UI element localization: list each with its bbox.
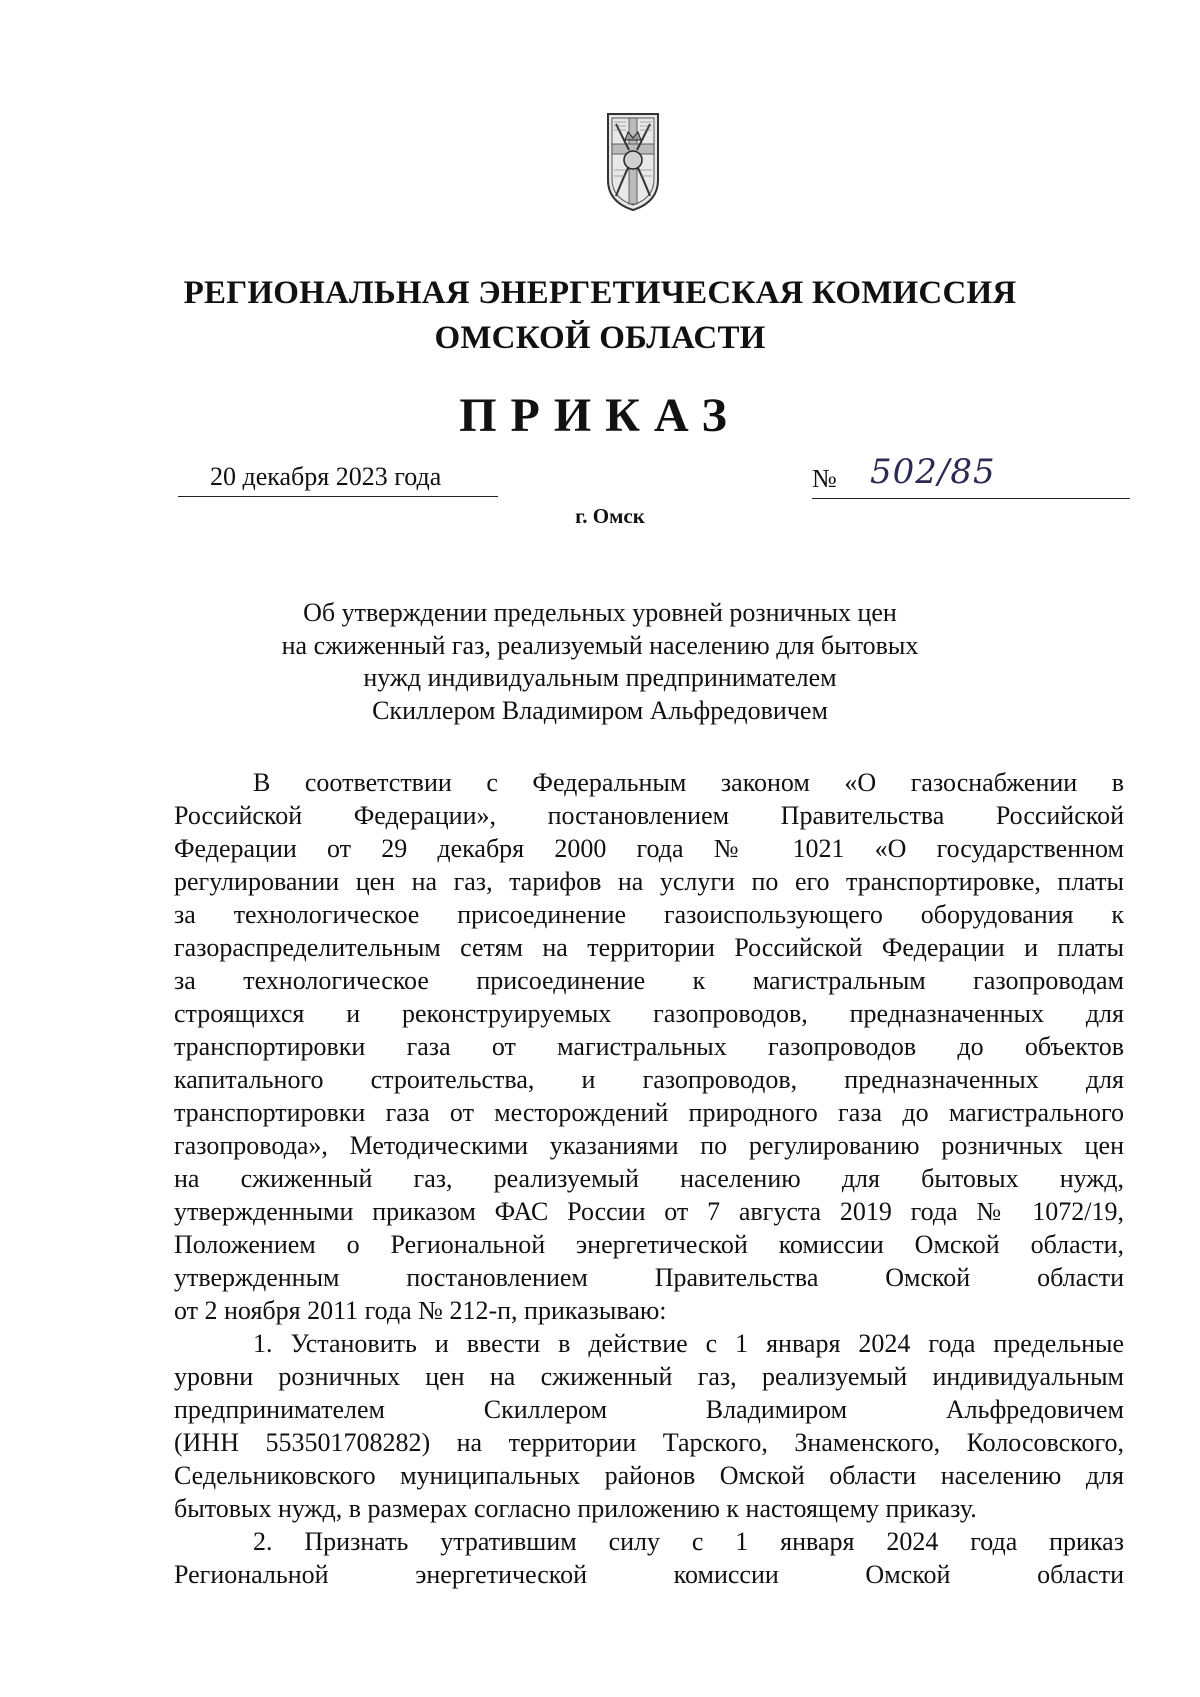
organization-name-line-2: ОМСКОЙ ОБЛАСТИ	[434, 320, 766, 356]
date-underline	[178, 496, 498, 497]
preamble-line: Федерации от 29 декабря 2000 года № 1021 «О государственном	[174, 834, 1124, 863]
subject-line: нужд индивидуальным предпринимателем	[363, 663, 837, 692]
preamble-line: на сжиженный газ, реализуемый населению для бытовых нужд,	[174, 1164, 1124, 1193]
preamble-line: утвержденным постановлением Правительства Омской области	[174, 1263, 1124, 1292]
preamble-line: Российской Федерации», постановлением Правительства Российской	[174, 801, 1124, 830]
item-1-line: 1. Установить и ввести в действие с 1 января 2024 года предельные	[253, 1329, 1124, 1358]
subject-line: на сжиженный газ, реализуемый населению для бытовых	[281, 631, 919, 660]
item-1-line: уровни розничных цен на сжиженный газ, реализуемый индивидуальным	[174, 1362, 1124, 1391]
preamble-line: В соответствии с Федеральным законом «О газоснабжении в	[253, 768, 1124, 797]
item-1-line: Седельниковского муниципальных районов Омской области населению для	[174, 1461, 1124, 1490]
document-number: 502/85	[870, 452, 996, 492]
subject-line: Об утверждении предельных уровней розничных цен	[303, 598, 897, 627]
item-2-line: 2. Признать утратившим силу с 1 января 2024 года приказ	[253, 1527, 1124, 1556]
item-1-line: (ИНН 553501708282) на территории Тарского, Знаменского, Колосовского,	[174, 1428, 1124, 1457]
number-sign: №	[812, 464, 837, 493]
preamble-line: транспортировки газа от магистральных газопроводов до объектов	[174, 1032, 1124, 1061]
number-underline	[812, 498, 1130, 499]
subject-line: Скиллером Владимиром Альфредовичем	[372, 696, 828, 725]
preamble-line: за технологическое присоединение к магистральным газопроводам	[174, 966, 1124, 995]
item-1-line: бытовых нужд, в размерах согласно приложению к настоящему приказу.	[174, 1494, 977, 1523]
preamble-line: строящихся и реконструируемых газопроводов, предназначенных для	[174, 999, 1124, 1028]
preamble-line: от 2 ноября 2011 года № 212-п, приказываю:	[174, 1296, 667, 1325]
preamble-line: транспортировки газа от месторождений природного газа до магистрального	[174, 1098, 1124, 1127]
document-date: 20 декабря 2023 года	[210, 462, 442, 491]
preamble-line: газораспределительным сетям на территории Российской Федерации и платы	[174, 933, 1124, 962]
document-type-title: ПРИКАЗ	[459, 389, 741, 442]
organization-name-line-1: РЕГИОНАЛЬНАЯ ЭНЕРГЕТИЧЕСКАЯ КОМИССИЯ	[183, 275, 1017, 311]
item-1-line: предпринимателем Скиллером Владимиром Альфредовичем	[174, 1395, 1124, 1424]
preamble-line: регулировании цен на газ, тарифов на услуги по его транспортировке, платы	[174, 867, 1124, 896]
preamble-line: Положением о Региональной энергетической комиссии Омской области,	[174, 1230, 1124, 1259]
preamble-line: капитального строительства, и газопроводов, предназначенных для	[174, 1065, 1124, 1094]
item-2-line: Региональной энергетической комиссии Омской области	[174, 1560, 1124, 1589]
preamble-line: за технологическое присоединение газоиспользующего оборудования к	[174, 900, 1124, 929]
preamble-line: газопровода», Методическими указаниями по регулированию розничных цен	[174, 1131, 1124, 1160]
preamble-line: утвержденными приказом ФАС России от 7 августа 2019 года № 1072/19,	[174, 1197, 1124, 1226]
document-city: г. Омск	[575, 504, 645, 528]
omsk-oblast-coat-of-arms-icon	[604, 110, 662, 214]
